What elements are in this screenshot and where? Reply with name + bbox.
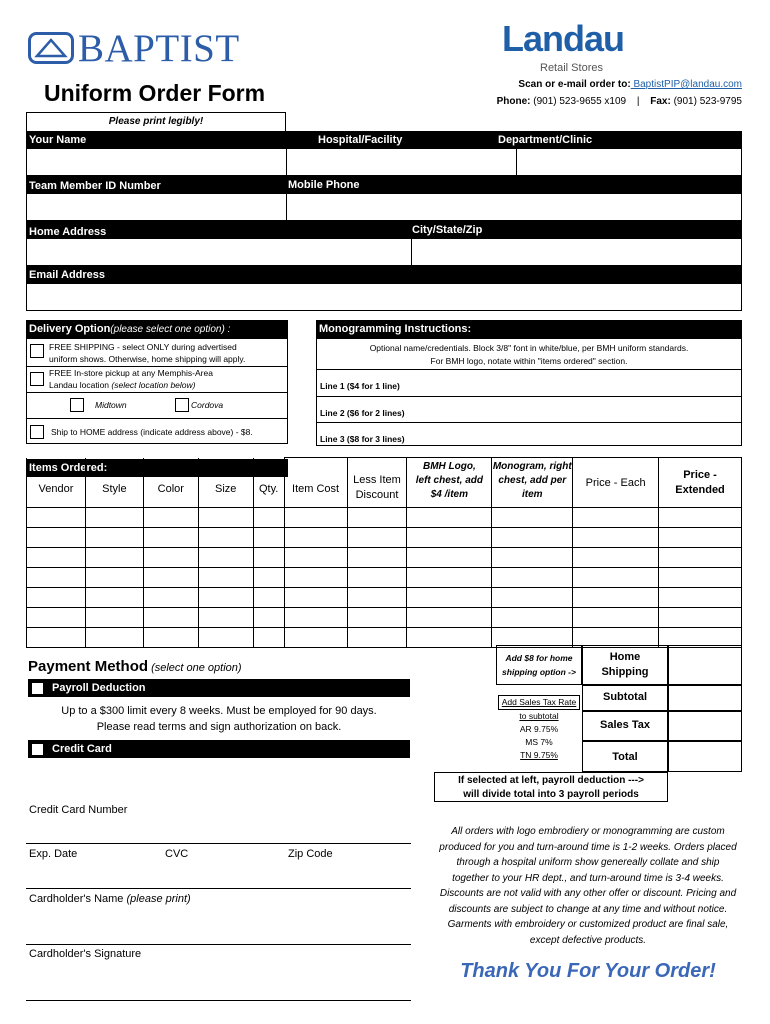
col-price-extended: Price - Extended: [659, 458, 742, 508]
city-field[interactable]: [412, 239, 741, 265]
col-color: Color: [143, 458, 198, 508]
hospital-field[interactable]: [287, 149, 517, 175]
order-notes: [438, 824, 738, 948]
home-address-label: Home Address: [29, 225, 107, 238]
total-value[interactable]: [668, 741, 742, 772]
col-less-discount: Less Item Discount: [347, 458, 407, 508]
col-size: Size: [198, 458, 253, 508]
payroll-divide-note: If selected at left, payroll deduction ---> will divide total into 3 payroll periods: [434, 772, 668, 802]
table-row[interactable]: [27, 528, 742, 548]
col-monogram: Monogram, right chest, add per item: [492, 458, 573, 508]
landau-logo: [500, 18, 660, 78]
mobile-label: Mobile Phone: [288, 178, 360, 191]
midtown-checkbox[interactable]: [70, 398, 84, 412]
tax-sub: to subtotal: [519, 711, 559, 721]
home-shipping-value[interactable]: [668, 645, 742, 685]
table-row[interactable]: [27, 548, 742, 568]
delivery-title-note: (please select one option) :: [110, 323, 231, 335]
col-vendor: Vendor: [27, 458, 86, 508]
payroll-bar: [28, 679, 410, 697]
monogram-title: Monogramming Instructions:: [319, 323, 472, 335]
phone-line: [400, 96, 742, 107]
delivery-bar: [26, 320, 288, 338]
name-row-bar: [26, 131, 742, 148]
tax-tn: TN 9.75%: [520, 750, 558, 760]
cordova-checkbox[interactable]: [175, 398, 189, 412]
hospital-label: Hospital/Facility: [318, 133, 403, 146]
thank-you-text: Thank You For Your Order!: [460, 960, 716, 982]
landau-sub-text: Retail Stores: [540, 62, 603, 74]
department-label: Department/Clinic: [498, 133, 593, 146]
exp-cvc-zip-line[interactable]: [26, 888, 411, 889]
free-shipping-text: FREE SHIPPING - select ONLY during advertised uniform shows. Otherwise, home shipping will apply.: [49, 342, 246, 364]
tax-title: Add Sales Tax Rate: [498, 695, 580, 710]
notes-discounts: Discounts are not valid with any other offer or discount. Pricing and discounts are subject to change at any time and without notice. Garments with embroidery or customized product are final sale, except defective products.: [439, 888, 737, 946]
instore-pickup-text: FREE In-store pickup at any Memphis-Area Landau location (select location below): [49, 368, 213, 390]
credit-card-checkbox[interactable]: [31, 743, 44, 756]
landau-logo-text: Landau: [502, 18, 625, 59]
cvc-label: CVC: [165, 848, 189, 860]
monogram-line1-label: Line 1 ($4 for 1 line): [320, 381, 400, 391]
id-row-inputs: [26, 193, 742, 221]
cc-number-label: Credit Card Number: [29, 804, 128, 816]
col-price-each: Price - Each: [573, 458, 659, 508]
cardholder-name-line[interactable]: [26, 944, 411, 945]
phone-value: (901) 523-9655 x109: [530, 96, 627, 107]
fax-value: (901) 523-9795: [670, 96, 742, 107]
member-id-label: Team Member ID Number: [29, 180, 161, 192]
delivery-box: [26, 338, 288, 444]
scan-line: [420, 79, 742, 90]
credit-card-label: Credit Card: [52, 743, 112, 755]
free-shipping-checkbox[interactable]: [30, 344, 44, 358]
home-address-field[interactable]: [27, 239, 412, 265]
address-row-bar: [26, 221, 742, 238]
phone-label: Phone:: [496, 96, 531, 107]
home-ship-note-box: [496, 645, 582, 685]
email-label: Email Address: [29, 268, 106, 281]
signature-label: Cardholder's Signature: [29, 948, 142, 960]
tax-ms: MS 7%: [525, 737, 553, 747]
exp-date-label: Exp. Date: [29, 848, 78, 860]
print-note: Please print legibly!: [26, 112, 286, 131]
credit-card-bar: [28, 740, 410, 758]
sales-tax-note: [496, 695, 582, 762]
signature-line[interactable]: [26, 1000, 411, 1001]
notes-turnaround: All orders with logo embrodiery or monogramming are custom produced for you and turn-around time is 1-2 weeks. Orders placed through a hospital uniform show genereally collate and ship together to your HR dept., and turn-around time is 3-4 weeks.: [439, 826, 737, 884]
monogram-line2-label: Line 2 ($6 for 2 lines): [320, 408, 405, 418]
col-item-cost: Item Cost: [284, 458, 347, 508]
mobile-field[interactable]: [287, 194, 741, 220]
home-ship-note1: Add $8 for home: [505, 653, 573, 663]
subtotal-value[interactable]: [668, 685, 742, 711]
sales-tax-label: Sales Tax: [582, 711, 668, 741]
monogram-bar: [316, 320, 742, 338]
items-header-row: [27, 458, 742, 508]
delivery-title: Delivery Option: [29, 323, 111, 335]
your-name-field[interactable]: [27, 149, 287, 175]
payroll-label: Payroll Deduction: [52, 682, 146, 694]
monogram-line3-label: Line 3 ($8 for 3 lines): [320, 434, 405, 444]
separator: |: [636, 96, 640, 107]
items-title: Items Ordered:: [29, 462, 108, 474]
payroll-checkbox[interactable]: [31, 682, 44, 695]
col-style: Style: [85, 458, 143, 508]
cardholder-name-label: Cardholder's Name (please print): [29, 893, 191, 905]
scan-label: Scan or e-mail order to:: [518, 79, 631, 90]
col-bmh-logo: BMH Logo, left chest, add $4 /item: [407, 458, 492, 508]
name-row-inputs: [26, 148, 742, 176]
city-label: City/State/Zip: [412, 223, 483, 236]
table-row[interactable]: [27, 608, 742, 628]
table-row[interactable]: [27, 588, 742, 608]
email-bar: [26, 266, 742, 283]
monogram-desc: Optional name/credentials. Block 3/8" font in white/blue, per BMH uniform standards. For BMH logo, notate within "items ordered" section.: [369, 343, 689, 366]
tax-ar: AR 9.75%: [519, 724, 559, 734]
scan-email[interactable]: BaptistPIP@landau.com: [630, 79, 742, 90]
cc-number-line[interactable]: [26, 843, 411, 844]
id-row-bar: [26, 176, 742, 193]
subtotal-label: Subtotal: [582, 685, 668, 711]
monogram-box: [316, 338, 742, 446]
email-field[interactable]: [26, 283, 742, 311]
ship-home-checkbox[interactable]: [30, 425, 44, 439]
department-field[interactable]: [517, 149, 741, 175]
items-table: [26, 457, 742, 648]
home-shipping-label: Home Shipping: [582, 645, 668, 685]
member-id-field[interactable]: [27, 194, 287, 220]
cordova-label: Cordova: [191, 400, 224, 410]
instore-pickup-checkbox[interactable]: [30, 372, 44, 386]
address-row-inputs: [26, 238, 742, 266]
baptist-logo: [28, 27, 268, 70]
total-label: Total: [582, 741, 668, 772]
sales-tax-value[interactable]: [668, 711, 742, 741]
table-row[interactable]: [27, 508, 742, 528]
payment-title: Payment Method (select one option): [28, 658, 242, 675]
baptist-logo-text: BAPTIST: [78, 27, 240, 70]
baptist-shield-icon: [28, 32, 74, 64]
page-title: Uniform Order Form: [44, 80, 266, 106]
col-qty: Qty.: [253, 458, 284, 508]
fax-label: Fax:: [650, 96, 671, 107]
ship-home-text: Ship to HOME address (indicate address above) - $8.: [51, 427, 253, 437]
midtown-label: Midtown: [95, 400, 127, 410]
payroll-desc: Up to a $300 limit every 8 weeks. Must be employed for 90 days. Please read terms and sign authorization on back.: [61, 705, 377, 733]
zip-code-label: Zip Code: [288, 848, 333, 860]
home-ship-note2: shipping option ->: [502, 667, 576, 677]
your-name-label: Your Name: [29, 133, 87, 146]
table-row[interactable]: [27, 568, 742, 588]
